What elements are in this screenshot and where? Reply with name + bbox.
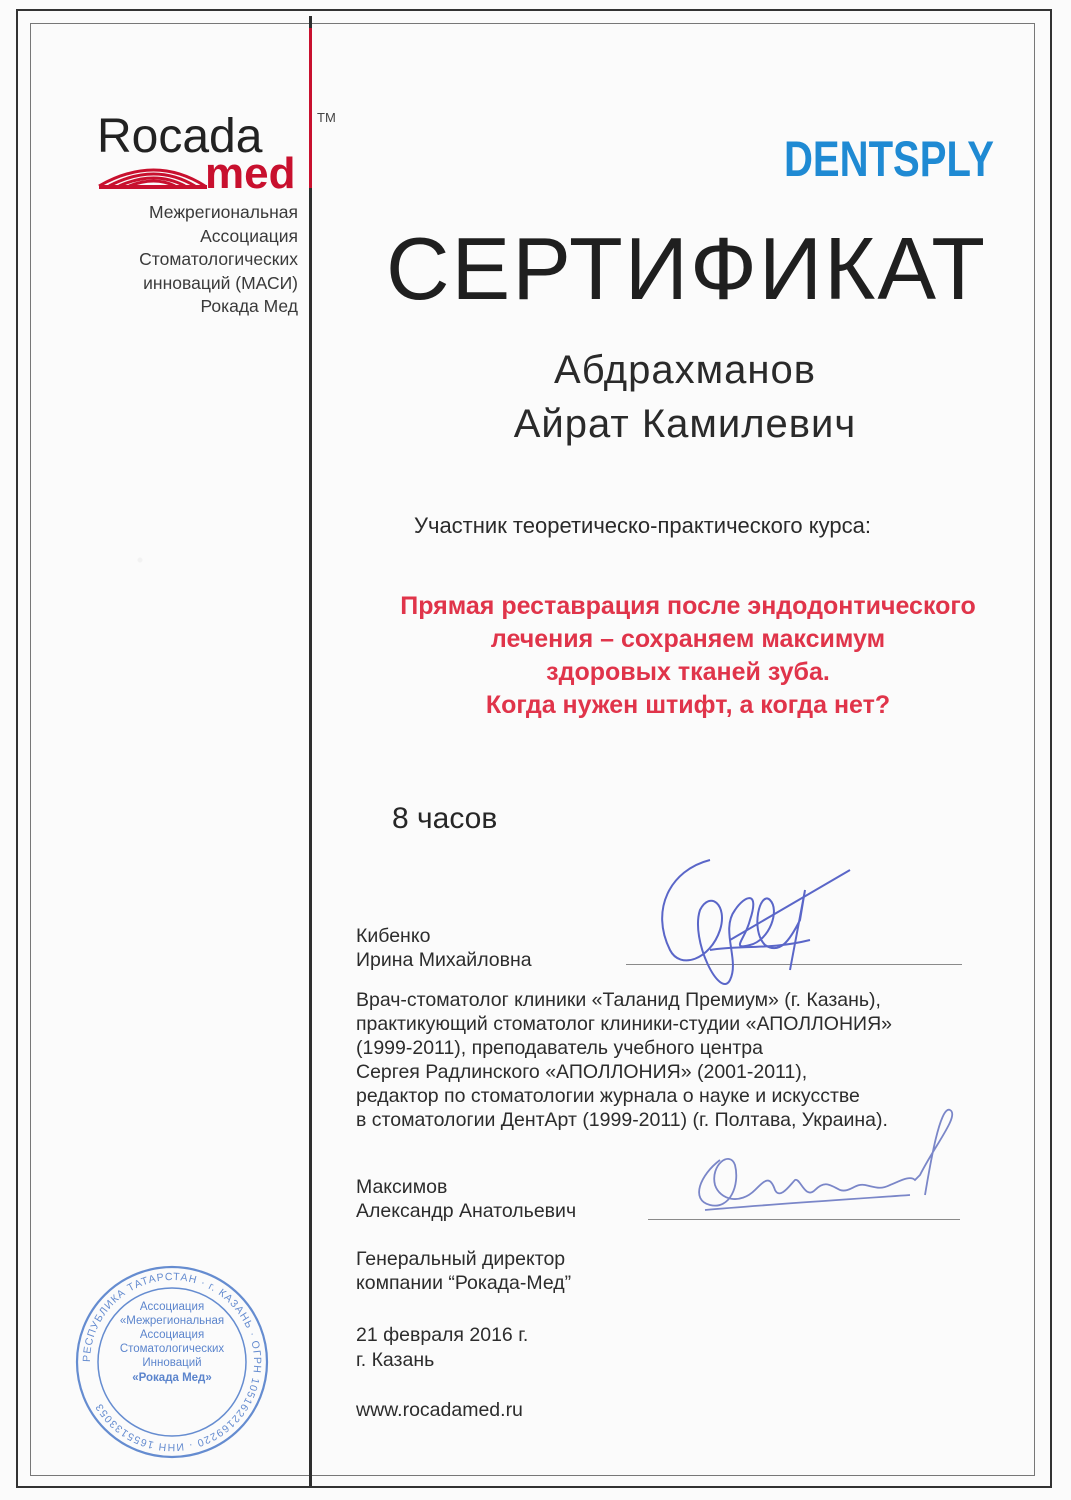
director-given-name: Александр Анатольевич bbox=[356, 1200, 577, 1222]
svg-text:Ассоциация: Ассоциация bbox=[139, 1329, 205, 1341]
svg-text:РЕСПУБЛИКА ТАТАРСТАН · г. КАЗА: РЕСПУБЛИКА ТАТАРСТАН · г. КАЗАНЬ · ОГРН 1051622169220 · ИНН 1655133053 bbox=[80, 1270, 264, 1454]
participant-label: Участник теоретическо-практического курса: bbox=[414, 513, 871, 538]
director-role-line1: Генеральный директор bbox=[356, 1248, 566, 1270]
dentsply-logo bbox=[784, 126, 999, 196]
logo-line2: med bbox=[205, 149, 296, 198]
svg-text:Ассоциация: Ассоциация bbox=[139, 1301, 205, 1313]
recipient-surname: Абдрахманов bbox=[554, 348, 816, 392]
svg-text:«Рокада Мед»: «Рокада Мед» bbox=[132, 1372, 212, 1384]
director-role-line2: компании “Рокада-Мед” bbox=[356, 1272, 572, 1294]
issue-city: г. Казань bbox=[356, 1349, 435, 1371]
signature-icon bbox=[680, 1105, 980, 1235]
logo-tm: TM bbox=[317, 110, 336, 125]
website: www.rocadamed.ru bbox=[356, 1399, 523, 1421]
svg-text:DENTSPLY: DENTSPLY bbox=[784, 131, 994, 187]
rocadamed-logo bbox=[95, 108, 335, 198]
lecturer-bio-line: в стоматологии ДентАрт (1999-2011) (г. Полтава, Украина). bbox=[356, 1109, 888, 1131]
vertical-divider bbox=[309, 16, 312, 1486]
lecturer-bio-line: редактор по стоматологии журнала о науке и искусстве bbox=[356, 1085, 860, 1107]
lecturer-bio-line: Сергея Радлинского «АПОЛЛОНИЯ» (2001-2011), bbox=[356, 1061, 808, 1083]
course-title-line: Прямая реставрация после эндодонтического bbox=[400, 592, 976, 620]
lecturer-bio-line: практикующий стоматолог клиники-студии «АПОЛЛОНИЯ» bbox=[356, 1013, 892, 1035]
logo-line1: Rocada bbox=[97, 110, 263, 163]
svg-text:Стоматологических: Стоматологических bbox=[119, 1343, 225, 1355]
course-title-line: Когда нужен штифт, а когда нет? bbox=[485, 691, 891, 719]
issue-date: 21 февраля 2016 г. bbox=[356, 1324, 529, 1346]
director-surname: Максимов bbox=[356, 1176, 448, 1198]
certificate-title: СЕРТИФИКАТ bbox=[386, 219, 987, 318]
course-title-line: лечения – сохраняем максимум bbox=[490, 625, 886, 653]
course-title-line: здоровых тканей зуба. bbox=[546, 658, 830, 686]
logo-swoosh bbox=[99, 170, 205, 186]
course-hours: 8 часов bbox=[392, 802, 498, 835]
association-name: Межрегиональная Ассоциация Стоматологических инноваций (МАСИ) Рокада Мед bbox=[139, 202, 298, 316]
association-stamp bbox=[72, 1262, 272, 1467]
lecturer-bio-line: (1999-2011), преподаватель учебного центра bbox=[356, 1037, 763, 1059]
lecturer-surname: Кибенко bbox=[356, 925, 431, 947]
svg-text:Инноваций: Инноваций bbox=[142, 1357, 202, 1369]
recipient-given-name: Айрат Камилевич bbox=[513, 402, 857, 446]
svg-text:«Межрегиональная: «Межрегиональная bbox=[119, 1315, 225, 1327]
lecturer-bio-line: Врач-стоматолог клиники «Таланид Премиум» (г. Казань), bbox=[356, 989, 881, 1011]
lecturer-given-name: Ирина Михайловна bbox=[356, 949, 532, 971]
